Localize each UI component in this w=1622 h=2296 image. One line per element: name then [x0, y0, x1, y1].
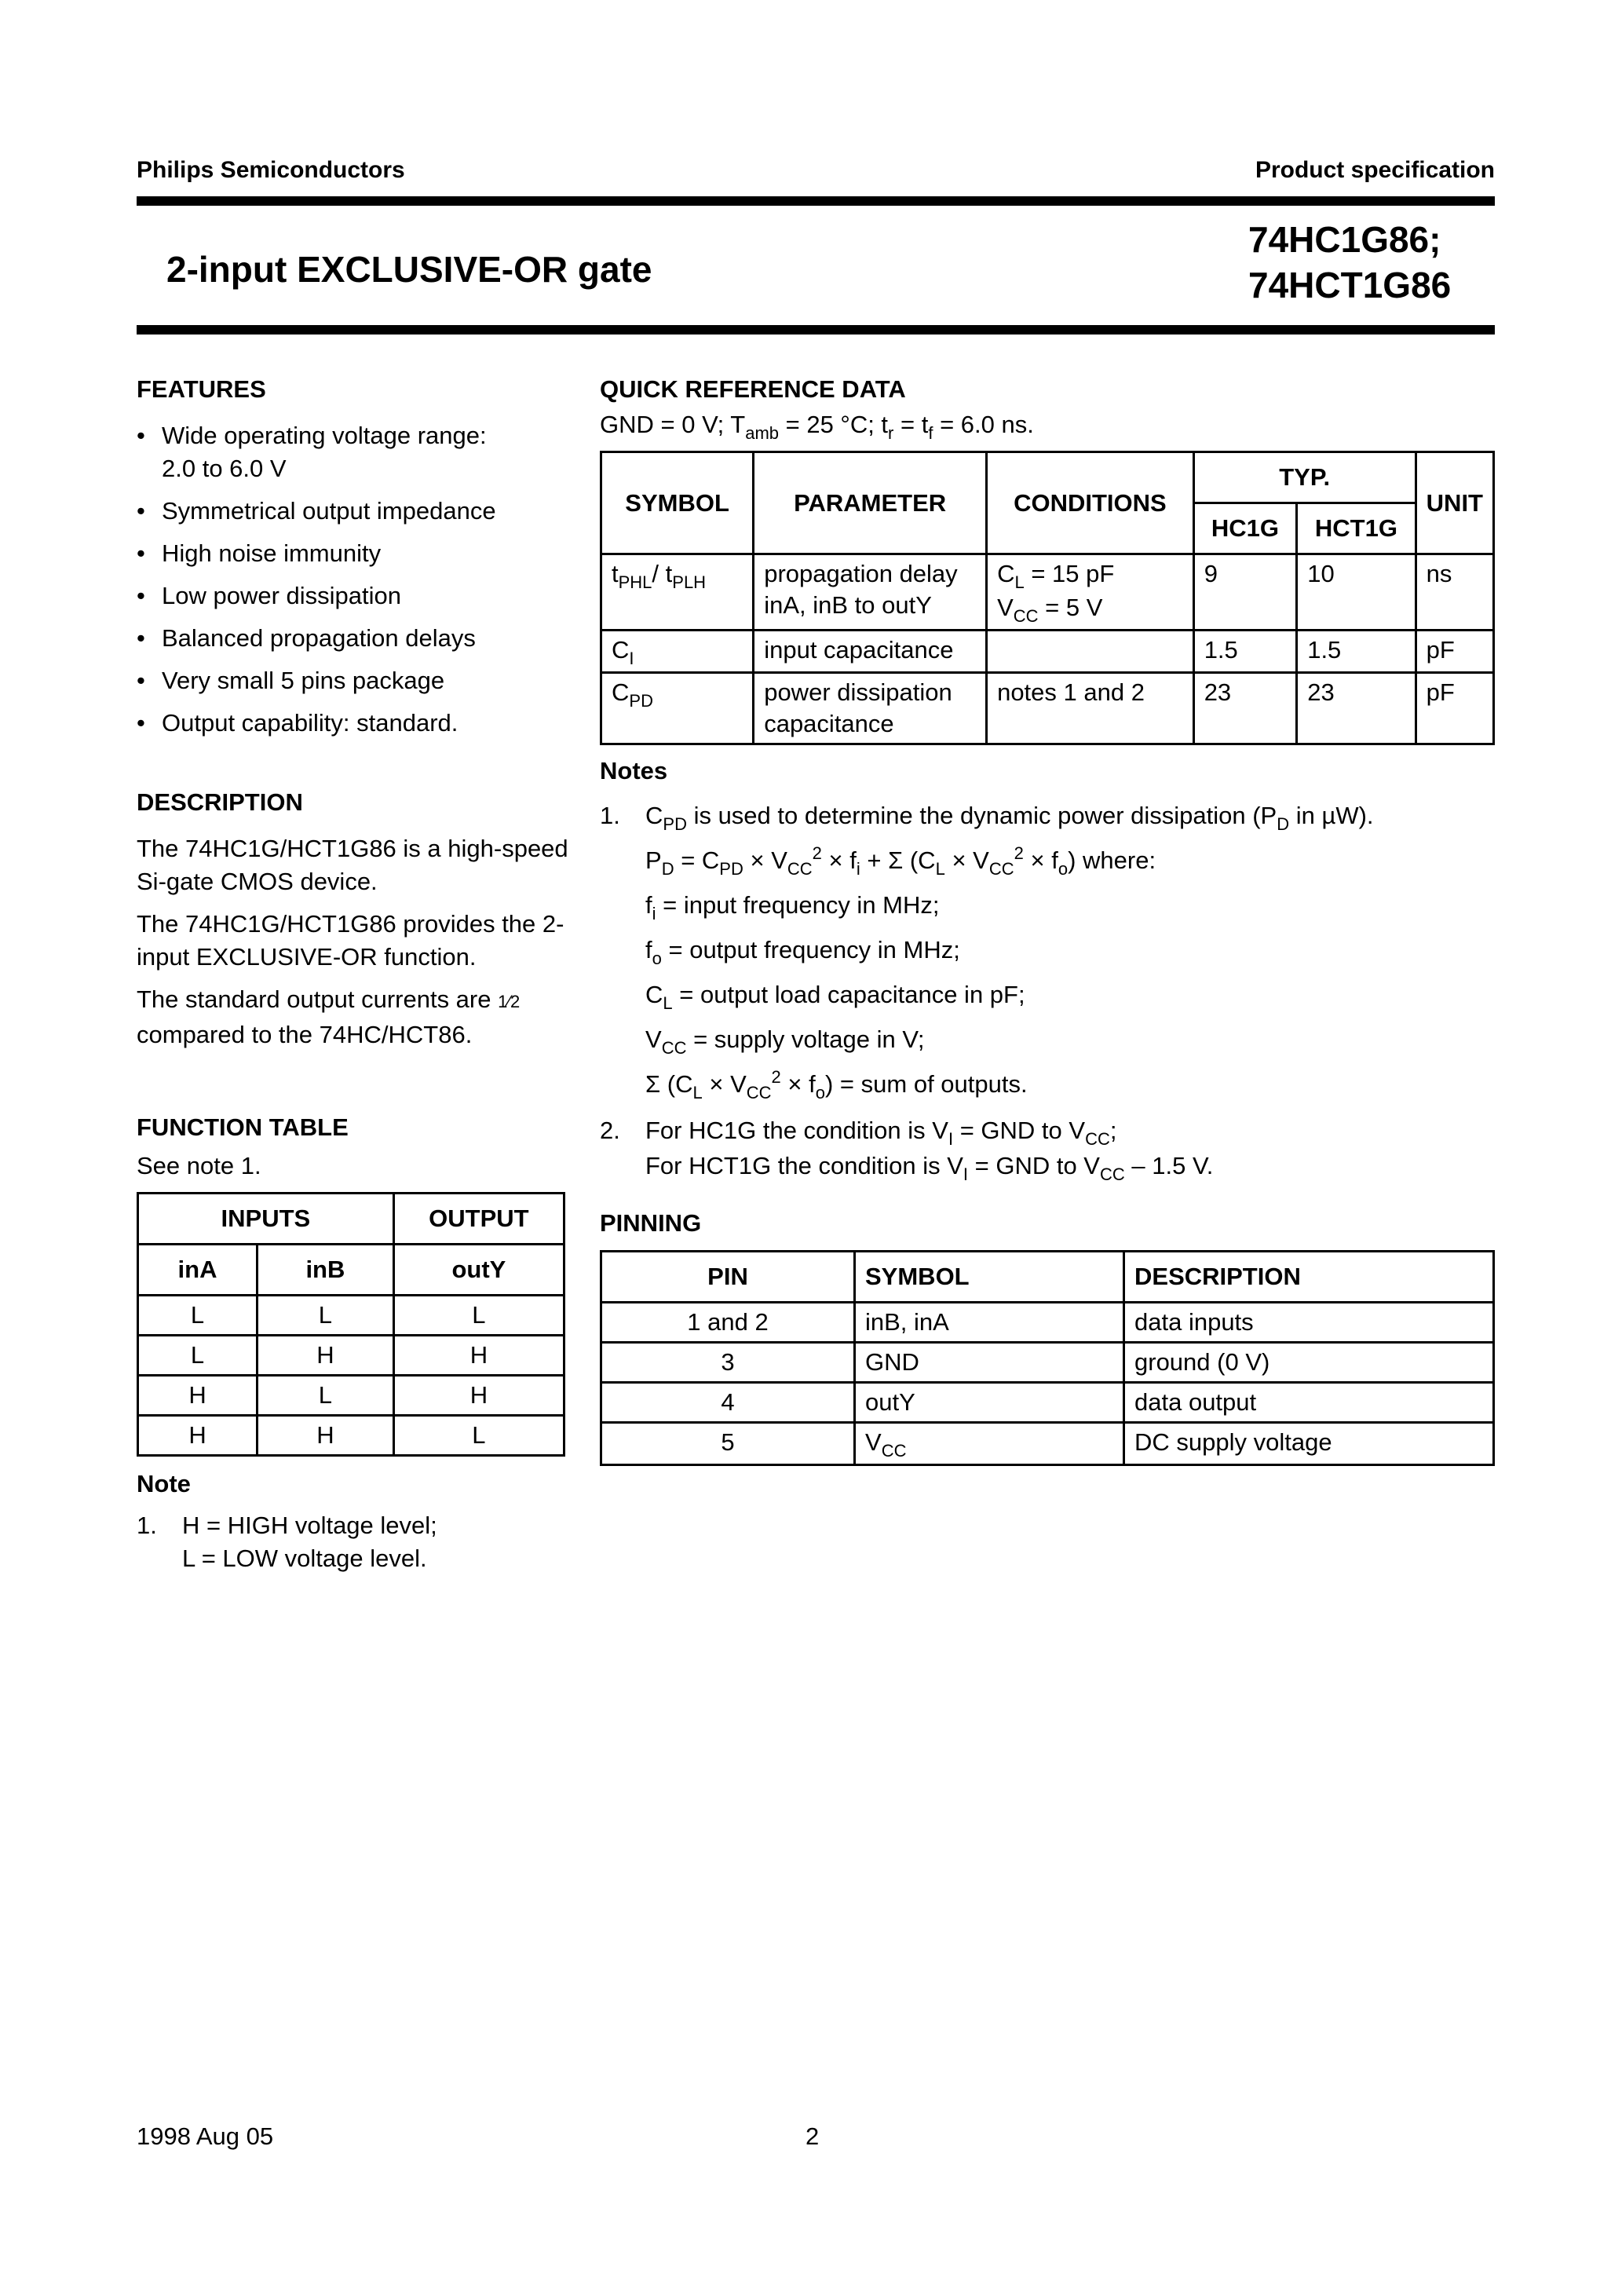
table-cell: ground (0 V): [1124, 1343, 1494, 1383]
notes-list: [600, 795, 1495, 1194]
column-header: CONDITIONS: [987, 452, 1194, 554]
table-cell: L: [258, 1376, 394, 1416]
table-cell: inB, inA: [855, 1303, 1124, 1343]
table-cell: 1.5: [1193, 631, 1297, 673]
table-row: [138, 1416, 564, 1456]
table-header-row: [601, 1252, 1494, 1303]
table-cell: notes 1 and 2: [987, 673, 1194, 744]
function-table: [137, 1192, 565, 1457]
table-row: [601, 631, 1494, 673]
list-item: • Output capability: standard.: [137, 709, 458, 737]
table-header-row: [601, 452, 1494, 503]
list-item: • Balanced propagation delays: [137, 624, 476, 652]
table-row: [601, 1383, 1494, 1423]
table-cell: $t_{PHL}/$ $t_{PLH}$: [601, 554, 754, 631]
table-cell: pF: [1416, 673, 1493, 744]
table-cell: 10: [1297, 554, 1416, 631]
column-header: inA: [138, 1245, 258, 1296]
part-number-2: 74HCT1G86: [1248, 265, 1452, 305]
title-rule: [137, 325, 1495, 335]
table-row: [138, 1296, 564, 1336]
table-row: [601, 1303, 1494, 1343]
table-cell: data inputs: [1124, 1303, 1494, 1343]
table-row: [601, 1423, 1494, 1465]
column-header: DESCRIPTION: [1124, 1252, 1494, 1303]
footer-date: 1998 Aug 05: [137, 2122, 274, 2150]
function-table-note-heading: Note: [137, 1470, 191, 1497]
description-paragraph: The standard output currents are 1⁄2 compared to the 74HC/HCT86.: [137, 985, 521, 1048]
description-heading: DESCRIPTION: [137, 788, 303, 816]
table-cell: H: [393, 1336, 564, 1376]
output-header: OUTPUT: [393, 1194, 564, 1245]
pinning-table: [600, 1250, 1495, 1466]
table-cell: $V_{CC}$: [855, 1423, 1124, 1465]
table-cell: L: [393, 1416, 564, 1456]
column-header: inB: [258, 1245, 394, 1296]
table-cell: 23: [1193, 673, 1297, 744]
table-cell: propagation delay inA, inB to outY: [754, 554, 987, 631]
table-cell: input capacitance: [754, 631, 987, 673]
column-header: HC1G: [1193, 503, 1297, 554]
column-header: HCT1G: [1297, 503, 1416, 554]
table-cell: 1 and 2: [601, 1303, 855, 1343]
column-header: SYMBOL: [855, 1252, 1124, 1303]
list-item: • Low power dissipation: [137, 582, 402, 609]
table-header-row: [138, 1245, 564, 1296]
table-cell: 9: [1193, 554, 1297, 631]
quick-reference-heading: QUICK REFERENCE DATA: [600, 375, 906, 403]
document-type: Product specification: [1255, 157, 1495, 183]
description-paragraph: The 74HC1G/HCT1G86 provides the 2-input EXCLUSIVE-OR function.: [137, 910, 564, 971]
table-cell: L: [393, 1296, 564, 1336]
table-row: [138, 1336, 564, 1376]
quick-reference-table: [600, 451, 1495, 745]
column-header: PIN: [601, 1252, 855, 1303]
table-cell: 3: [601, 1343, 855, 1383]
description-paragraph: The 74HC1G/HCT1G86 is a high-speed Si-gate CMOS device.: [137, 835, 568, 895]
table-cell: L: [138, 1296, 258, 1336]
table-row: [601, 673, 1494, 744]
table-cell: power dissipation capacitance: [754, 673, 987, 744]
notes-heading: Notes: [600, 757, 668, 784]
table-cell: H: [393, 1376, 564, 1416]
table-cell: H: [138, 1376, 258, 1416]
function-table-note: [137, 1509, 576, 1585]
page-number: 2: [806, 2122, 820, 2150]
note-item: 1. $C_{PD}$ is used to determine the dynamic power dissipation ($P_D$ in µW). $P_D = C_{PD} \times V_{CC}^2 \times f_i + \Sigma$ $(C_L \times V_{CC}^2 \times f_o)$ where: $f_i$ = input frequency in MHz; $f_o$ = output frequency in MHz; $C_L$ = output load capacitance in pF; $V_{CC}$ = supply voltage in V; Σ $(C_L \times V_{CC}^2 \times f_o)$ = sum of outputs.: [600, 802, 1374, 1102]
table-cell: data output: [1124, 1383, 1494, 1423]
part-number-1: 74HC1G86;: [1248, 219, 1441, 260]
quick-reference-conditions: GND = 0 V; $T_{amb} = 25$ °C; $t_r = t_f = 6.0$ ns.: [600, 411, 1034, 443]
table-cell: [987, 631, 1194, 673]
list-item: • Wide operating voltage range:: [137, 422, 487, 449]
inputs-header: INPUTS: [138, 1194, 394, 1245]
table-row: [601, 554, 1494, 631]
table-cell: H: [258, 1416, 394, 1456]
features-list: [137, 419, 576, 749]
table-cell: $C_L = 15$ pF $V_{CC} = 5$ V: [987, 554, 1194, 631]
note-item: 1. H = HIGH voltage level; L = LOW voltage level.: [137, 1512, 437, 1572]
list-item: 2.0 to 6.0 V: [162, 455, 287, 482]
pinning-heading: PINNING: [600, 1209, 702, 1237]
description-text: [137, 832, 576, 1051]
function-table-note-ref: See note 1.: [137, 1152, 261, 1179]
page-title: 2-input EXCLUSIVE-OR gate: [166, 249, 652, 290]
list-item: • High noise immunity: [137, 539, 382, 567]
header-rule: [137, 196, 1495, 206]
table-cell: L: [138, 1336, 258, 1376]
function-table-heading: FUNCTION TABLE: [137, 1113, 349, 1141]
table-cell: 4: [601, 1383, 855, 1423]
column-header: SYMBOL: [601, 452, 754, 554]
company-name: Philips Semiconductors: [137, 157, 405, 183]
list-item: • Very small 5 pins package: [137, 667, 445, 694]
column-header: outY: [393, 1245, 564, 1296]
table-cell: L: [258, 1296, 394, 1336]
table-row: [601, 1343, 1494, 1383]
note-item: 2. For HC1G the condition is $V_I$ = GND to $V_{CC}$; For HCT1G the condition is $V_I$ = GND to $V_{CC} - 1.5$ V.: [600, 1117, 1214, 1184]
typ-header: TYP.: [1193, 452, 1416, 503]
table-row: [138, 1376, 564, 1416]
table-cell: H: [258, 1336, 394, 1376]
table-cell: pF: [1416, 631, 1493, 673]
part-numbers: [1248, 217, 1451, 308]
table-cell: H: [138, 1416, 258, 1456]
table-cell: ns: [1416, 554, 1493, 631]
table-cell: GND: [855, 1343, 1124, 1383]
column-header: PARAMETER: [754, 452, 987, 554]
column-header: UNIT: [1416, 452, 1493, 554]
table-cell: $C_{PD}$: [601, 673, 754, 744]
table-cell: $C_I$: [601, 631, 754, 673]
table-cell: DC supply voltage: [1124, 1423, 1494, 1465]
table-cell: outY: [855, 1383, 1124, 1423]
table-cell: 1.5: [1297, 631, 1416, 673]
features-heading: FEATURES: [137, 375, 266, 403]
table-cell: 23: [1297, 673, 1416, 744]
table-header-row: [138, 1194, 564, 1245]
list-item: • Symmetrical output impedance: [137, 497, 496, 525]
table-cell: 5: [601, 1423, 855, 1465]
